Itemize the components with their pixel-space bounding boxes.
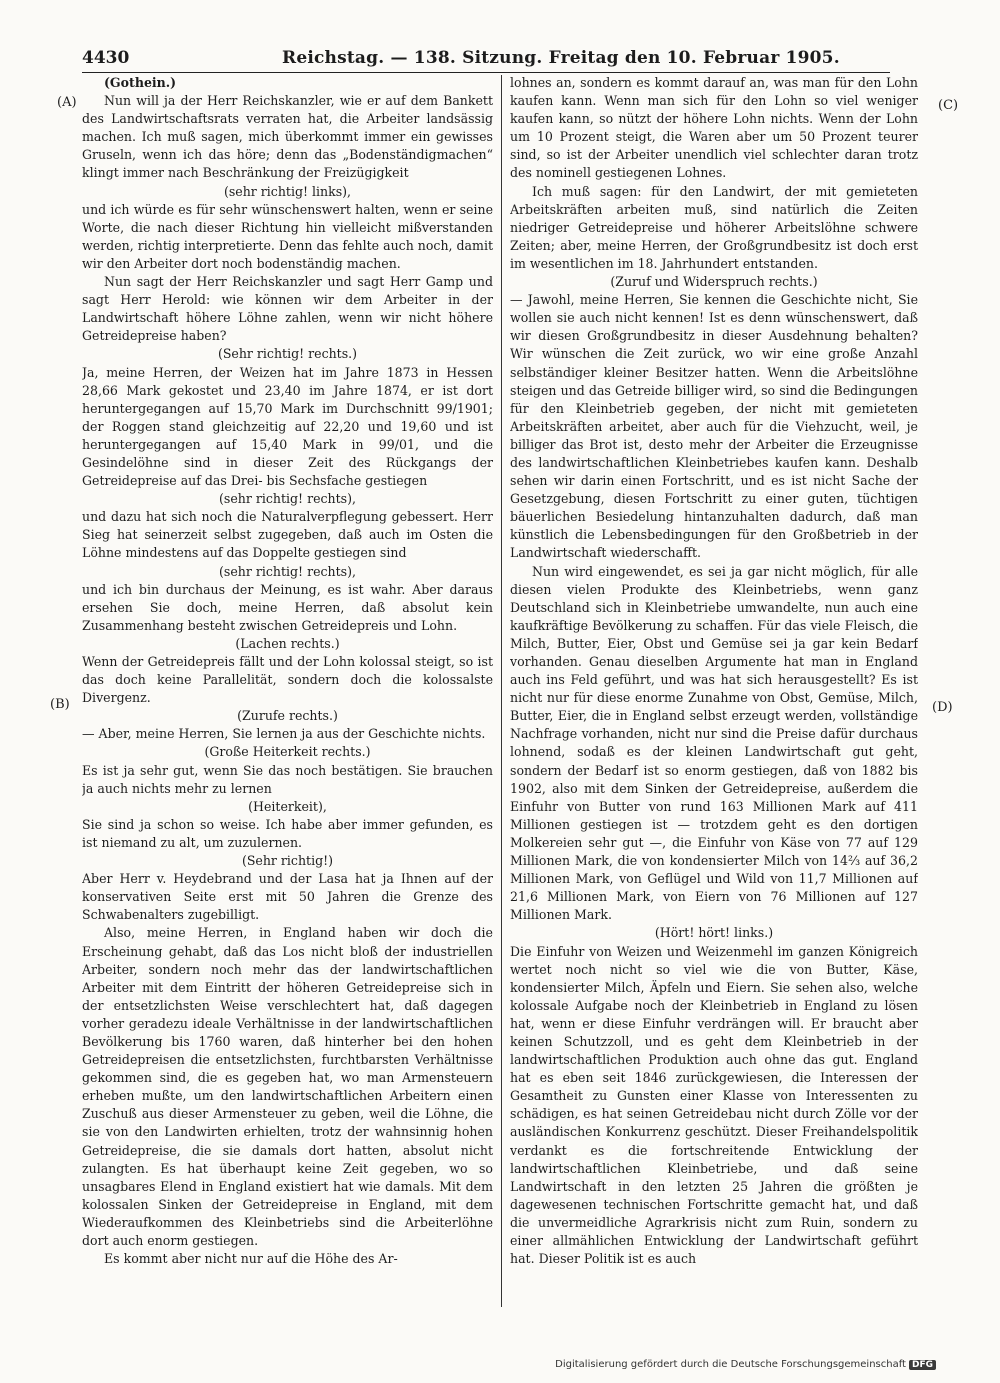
paragraph: und ich bin durchaus der Meinung, es ist wahr. Aber daraus ersehen Sie doch, meine Herren, daß absolut kein Zusammenhang besteht zwischen Getreidepreis und Lohn. — [82, 581, 493, 633]
dfg-logo: DFG — [909, 1360, 936, 1370]
paragraph: Ich muß sagen: für den Landwirt, der mit gemieteten Arbeitskräften arbeiten muß, sind natürlich die Zeiten niedriger Getreidepreise und höherer Arbeitslöhne schwere Zeiten; aber, meine Herren, der Großgrundbesitz ist doch erst im wesentlichen im 18. Jahrhundert entstanden. — [510, 183, 918, 271]
paragraph: Es ist ja sehr gut, wenn Sie das noch bestätigen. Sie brauchen ja auch nichts mehr zu lernen — [82, 762, 493, 796]
interjection: (sehr richtig! rechts), — [219, 491, 356, 507]
margin-marker-d: (D) — [932, 700, 953, 715]
paragraph: Nun sagt der Herr Reichskanzler und sagt Herr Gamp und sagt Herr Herold: wie können wir dem Arbeiter in der Landwirtschaft höhere Löhne zahlen, wenn wir nicht höhere Getreidepreise haben? — [82, 274, 493, 344]
page-number: 4430 — [82, 48, 130, 68]
right-column — [510, 74, 918, 1304]
paragraph: Ja, meine Herren, der Weizen hat im Jahre 1873 in Hessen 28,66 Mark gekostet und 23,40 im Jahre 1874, er ist dort heruntergegangen auf 15,70 Mark im Durchschnitt 99/1901; der Roggen stand gleichzeitig auf 22,20 und 19,60 und ist heruntergegangen auf 15,40 Mark in 99/01, und die Gesindelöhne sind in dieser Zeit des Rückgangs der Getreidepreise auf das Drei- bis Sechsfache gestiegen — [82, 364, 493, 489]
margin-marker-b: (B) — [50, 697, 70, 712]
credit-text: Digitalisierung gefördert durch die Deutsche Forschungsgemeinschaft — [555, 1359, 906, 1370]
interjection: (Zuruf und Widerspruch rechts.) — [610, 274, 818, 290]
margin-marker-c: (C) — [938, 98, 959, 113]
paragraph: lohnes an, sondern es kommt darauf an, was man für den Lohn kaufen kann. Wenn man sich für den Lohn so viel weniger kaufen kann, so nützt der höhere Lohn nichts. Wenn der Lohn um 10 Prozent steigt, die Waren aber um 50 Prozent teurer sind, so ist der Arbeiter unendlich viel schlechter daran trotz des nominell gestiegenen Lohnes. — [510, 75, 918, 181]
paragraph: Nun wird eingewendet, es sei ja gar nicht möglich, für alle diesen vielen Produkte des Kleinbetriebs, wenn ganz Deutschland sich in Kleinbetriebe umwandelte, nun auch eine kaufkräftige Bevölkerung zu schaffen. Für das viele Fleisch, die Milch, Butter, Eier, Obst und Gemüse sei ja gar kein Bedarf vorhanden. Genau dieselben Argumente hat man in England auch ins Feld geführt, und was hat sich herausgestellt? Es ist nicht nur für diese enorme Zunahme von Obst, Gemüse, Milch, Butter, Eier, die in England selbst erzeugt werden, vollständige Nachfrage vorhanden, nicht nur sind die Preise dafür durchaus lohnend, sodaß es der kleinen Landwirtschaft gut geht, sondern der Bedarf ist so enorm gestiegen, daß von 1882 bis 1902, also mit dem Sinken der Getreidepreise, außerdem die Einfuhr von Butter von rund 163 Millionen Mark auf 411 Millionen gestiegen ist — trotzdem geht es den dortigen Molkereien sehr gut —, die Einfuhr von Käse von 77 auf 129 Millionen Mark, die von kondensierter Milch von 14⅔ auf 36,2 Millionen Mark, von Geflügel und Wild von 11,7 Millionen auf 21,6 Millionen Mark, von Eiern von 76 Millionen auf 127 Millionen Mark. — [510, 563, 918, 923]
column-divider — [501, 75, 502, 1307]
digitization-credit — [555, 1359, 936, 1370]
interjection: (sehr richtig! links), — [223, 183, 352, 199]
paragraph: Sie sind ja schon so weise. Ich habe aber immer gefunden, es ist niemand zu alt, um zuzulernen. — [82, 816, 493, 850]
interjection: (sehr richtig! rechts), — [219, 563, 356, 579]
paragraph: — Aber, meine Herren, Sie lernen ja aus der Geschichte nichts. — [82, 726, 486, 742]
margin-marker-a: (A) — [57, 95, 77, 110]
speaker-name: (Gothein.) — [104, 75, 177, 90]
interjection: (Sehr richtig!) — [241, 853, 334, 869]
interjection: (Hört! hört! links.) — [654, 925, 774, 941]
interjection: (Große Heiterkeit rechts.) — [204, 744, 371, 760]
interjection: (Zurufe rechts.) — [237, 708, 338, 724]
paragraph: Wenn der Getreidepreis fällt und der Lohn kolossal steigt, so ist das doch keine Parallelität, sondern doch die kolossalste Divergenz. — [82, 654, 493, 706]
paragraph: und ich würde es für sehr wünschenswert halten, wenn er seine Worte, die nach dieser Richtung hin vielleicht mißverstanden werden, richtig interpretierte. Denn das fehlte auch noch, damit wir den Arbeiter dort noch bodenständig machen. — [82, 201, 493, 271]
running-title: Reichstag. — 138. Sitzung. Freitag den 10. Februar 1905. — [282, 48, 840, 68]
paragraph: Aber Herr v. Heydebrand und der Lasa hat ja Ihnen auf der konservativen Seite erst mit 50 Jahren die Grenze des Schwabenalters zugebilligt. — [82, 871, 493, 923]
page-header — [82, 46, 890, 73]
paragraph: Nun will ja der Herr Reichskanzler, wie er auf dem Bankett des Landwirtschaftsrats verraten hat, die Arbeiter landsässig machen. Ich muß sagen, mich überkommt immer ein gewisses Gruseln, wenn ich das höre; denn das „Bodenständigmachen“ klingt immer nach Beschränkung der Freizügigkeit — [82, 93, 493, 181]
paragraph: Also, meine Herren, in England haben wir doch die Erscheinung gehabt, daß das Los nicht bloß der industriellen Arbeiter, sondern noch mehr das der landwirtschaftlichen Arbeiter mit dem Eintritt der höheren Getreidepreise sich in der entsetzlichsten Weise verschlechtert hat, daß dagegen vorher geradezu ideale Verhältnisse in der landwirtschaftlichen Bevölkerung bis 1760 waren, daß hinterher bei den hohen Getreidepreisen die entsetzlichsten, furchtbarsten Verhältnisse gekommen sind, die es gegeben hat, wo man Armensteuern erheben mußte, um den landwirtschaftlichen Arbeitern einen Zuschuß aus dieser Armensteuer zu geben, weil die Löhne, die sie von den Landwirten erhielten, trotz der wahnsinnig hohen Getreidepreise, die sie damals dort hatten, absolut nicht zulangten. Es hat überhaupt keine Zeit gegeben, wo so unsagbares Elend in England existiert hat wie damals. Mit dem kolossalen Sinken der Getreidepreise in England, mit dem Wiederaufkommen des Kleinbetriebs sind die Arbeiterlöhne dort auch enorm gestiegen. — [82, 925, 493, 1248]
interjection: (Sehr richtig! rechts.) — [217, 346, 358, 362]
paragraph: und dazu hat sich noch die Naturalverpflegung gebessert. Herr Sieg hat seinerzeit selbst zugegeben, daß auch im Osten die Löhne mindestens auf das Doppelte gestiegen sind — [82, 509, 493, 561]
interjection: (Heiterkeit), — [248, 798, 327, 814]
paragraph: Es kommt aber nicht nur auf die Höhe des Ar- — [104, 1251, 398, 1267]
interjection: (Lachen rechts.) — [235, 635, 340, 651]
paragraph: Die Einfuhr von Weizen und Weizenmehl im ganzen Königreich wertet noch nicht so viel wie die von Butter, Käse, kondensierter Milch, Äpfeln und Eiern. Sie sehen also, welche kolossale Aufgabe noch der Kleinbetrieb in England zu lösen hat, wenn er diese Einfuhr verdrängen will. Er braucht aber keinen Schutzzoll, und es geht dem Kleinbetrieb in der landwirtschaftlichen Produktion auch ohne das gut. England hat es eben seit 1846 zurückgewiesen, die Interessen der Gesamtheit zu Gunsten einer Klasse von Interessenten zu schädigen, es hat seinen Getreidebau nicht durch Zölle vor der ausländischen Konkurrenz geschützt. Dieser Freihandelspolitik verdankt es die fortschreitende Entwicklung der landwirtschaftlichen Kleinbetriebe, und daß seine Landwirtschaft in den letzten 25 Jahren die größten je dagewesenen technischen Fortschritte gemacht hat, und daß die unvermeidliche Agrarkrisis nicht zum Ruin, sondern zu einer allmählichen Entwicklung der Landwirtschaft geführt hat. Dieser Politik ist es auch — [510, 943, 918, 1267]
paragraph: — Jawohl, meine Herren, Sie kennen die Geschichte nicht, Sie wollen sie auch nicht kennen! Ist es denn wünschenswert, daß wir diesen Großgrundbesitz in dieser Ausdehnung behalten? Wir wünschen die Zeit zurück, wo wir eine große Anzahl selbständiger kleiner Besitzer hatten. Wenn die Arbeitslöhne steigen und das Getreide billiger wird, so sind die Bedingungen für den Kleinbetrieb gegeben, der nicht mit gemieteten Arbeitskräften arbeitet, aber auch für die Viehzucht, weil, je billiger das Brot ist, desto mehr der Arbeiter die Erzeugnisse des landwirtschaftlichen Kleinbetriebes kaufen kann. Deshalb sehen wir darin einen Fortschritt, und es ist nicht Sache der Gesetzgebung, diesen Fortschritt zu einer guten, tüchtigen bäuerlichen Besiedelung hintanzuhalten dadurch, daß man künstlich die Lebensbedingungen für den Großbetrieb in der Landwirtschaft wiederschafft. — [510, 292, 918, 561]
left-column — [82, 74, 493, 1304]
